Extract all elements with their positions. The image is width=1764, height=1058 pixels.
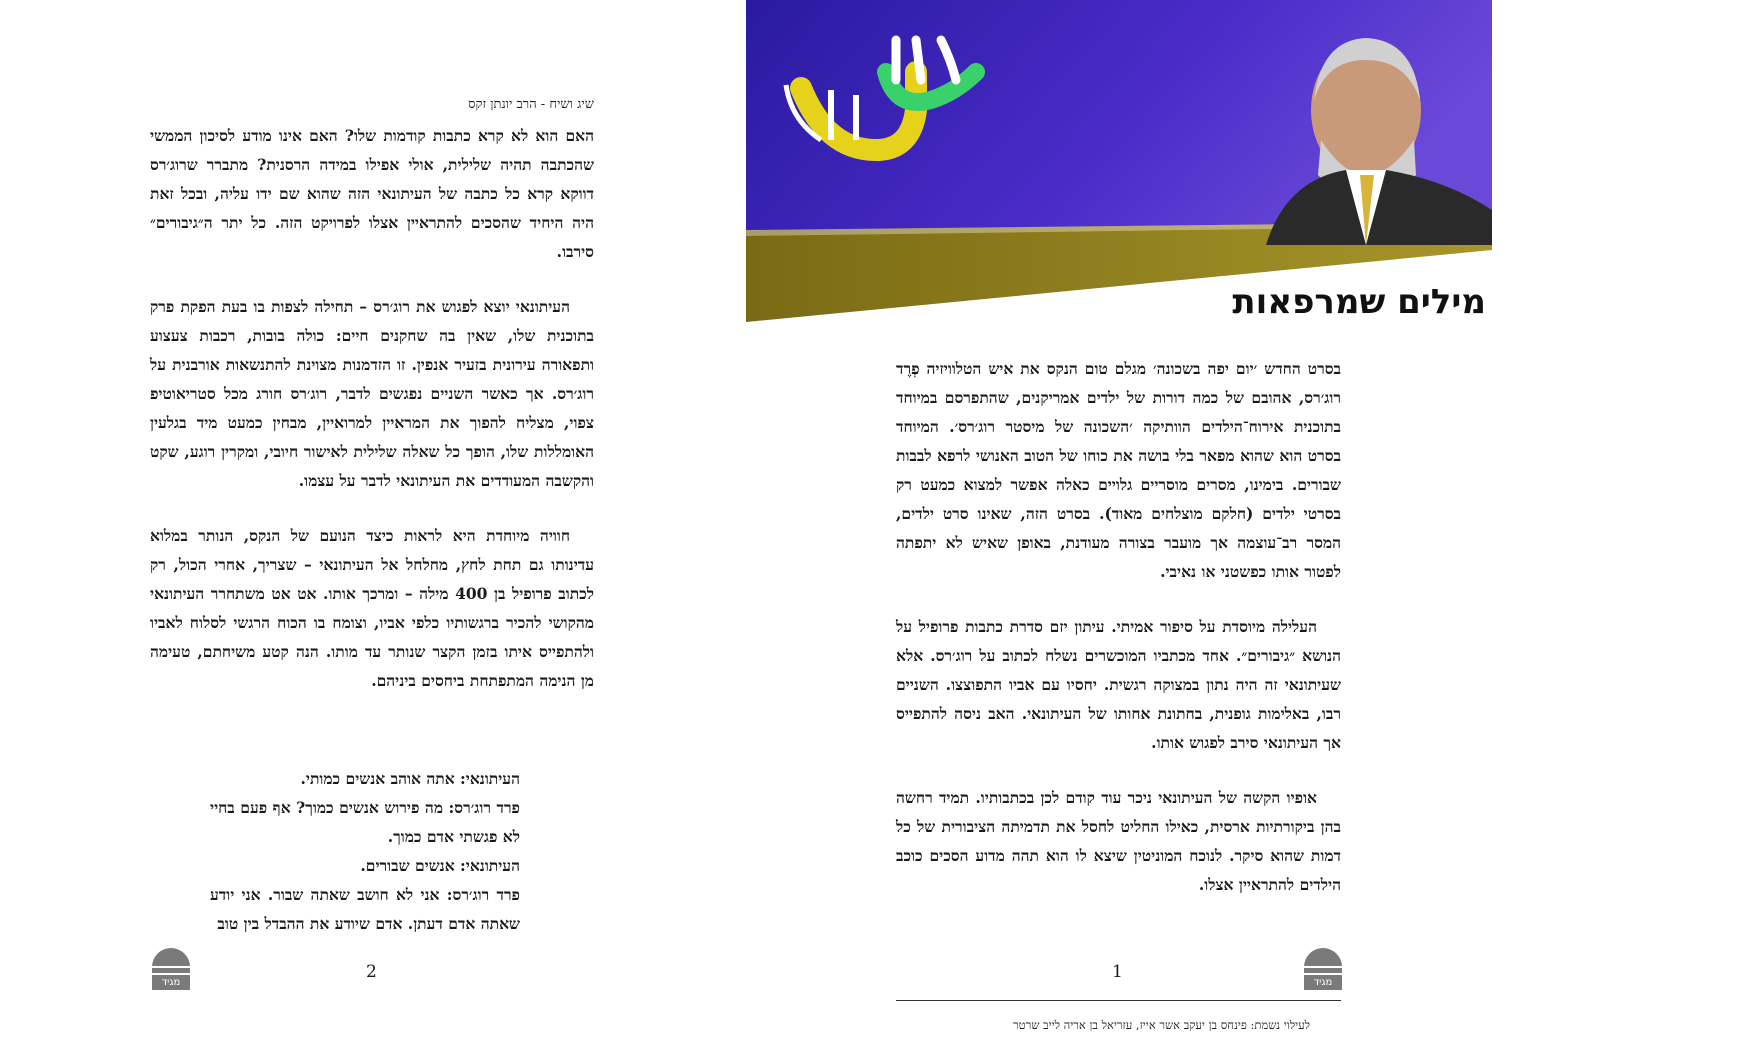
running-head: שיג ושיח - הרב יונתן זקס	[468, 97, 594, 112]
maggid-logo	[1304, 948, 1342, 990]
header-banner	[746, 0, 1492, 322]
dialogue-line-4: פרד רוג׳רס: אני לא חושב שאתה שבור. אני יודע שאתה אדם דעתן. אדם שיודע את ההבדל בין טוב	[210, 885, 520, 933]
left-paragraph-1: האם הוא לא קרא כתבות קודמות שלו? האם אינו מודע לסיכון הממשי שהכתבה תהיה שלילית, אולי אפילו במידה הרסנית? מתברר שרוג׳רס דווקא קרא כל כתבה של העיתונאי הזה שהוא שם ידו עליה, ובכל זאת היה היחיד שהסכים להתראיין אצלו לפרויקט הזה. כל יתר ה״גיבורים״ סירבו.	[150, 126, 594, 261]
page-title: מילים שמרפאות	[1232, 282, 1486, 322]
page-number: 2	[366, 962, 377, 982]
right-page	[746, 0, 1745, 1058]
footer-rule	[896, 1000, 1341, 1001]
page-number: 1	[1112, 962, 1123, 982]
dialogue-block	[210, 764, 520, 938]
parasha-label	[1624, 226, 1764, 274]
maggid-logo	[152, 948, 190, 990]
left-paragraph-3: חוויה מיוחדת היא לראות כיצד הנועם של הנקס, הנותר במלוא עדינותו גם תחת לחץ, מחלחל אל העיתונאי – שצריך, אחרי הכול, רק לכתוב פרופיל בן 400 מילה – ומרכך אותו. אט אט משתחרר העיתונאי מהקושי להכיר ברגשותיו כלפי אביו, וצומח בו הכוח הרגשי לסלוח לאביו ולהתפייס איתו בזמן הקצר שנותר עד מותו. הנה קטע משיחתם, טעימה מן הנימה המתפתחת ביחסים ביניהם.	[150, 526, 594, 690]
left-page	[0, 0, 746, 1058]
dialogue-line-1: העיתונאי: אתה אוהב אנשים כמותי.	[300, 769, 520, 788]
dialogue-line-2: פרד רוג׳רס: מה פירוש אנשים כמוך? אף פעם בחיי לא פגשתי אדם כמוך.	[210, 798, 520, 846]
maggid-logo-text: מגיד	[1304, 975, 1342, 990]
right-paragraph-1: בסרט החדש ׳יום יפה בשכונה׳ מגלם טום הנקס את איש הטלוויזיה פְרֶד רוג׳רס, אהובם של כמה דורות של ילדים אמריקנים, שהתפרסם במיוחד בתוכנית אירוח־הילדים הוותיקה ׳השכונה של מיסטר רוג׳רס׳. המיוחד בסרט הוא שהוא מפאר בלי בושה את כוחו של הטוב האנושי לרפא לבבות שבורים. בימינו, מסרים מוסריים גלויים כאלה אפשר למצוא כמעט רק בסרטי ילדים (חלקם מוצלחים מאוד). בסרט הזה, שאינו סרט ילדים, המסר רב־עוצמה אך מועבר בצורה מעודנת, באופן שאיש לא יתפתה לפטור אותו כפשטני או נאיבי.	[896, 359, 1341, 581]
left-paragraph-2: העיתונאי יוצא לפגוש את רוג׳רס – תחילה לצפות בו בעת הפקת פרק בתוכנית שלו, שאין בה שחקנים חיים: כולה בובות, רכבות צעצוע ותפאורה עירונית בזעיר אנפין. זו הזדמנות מצוינת להתנשאות אורבנית על רוג׳רס. אך כאשר השניים נפגשים לדבר, רוג׳רס חורג מכל סטריאוטיפ צפוי, מצליח להפוך את המראיין למרואיין, מבחין כמעט מיד בגלעין האומללות שלו, הופך כל שאלה שלילית לאישור חיובי, ומקרין רוגע, שקט והקשבה המעודדים את העיתונאי לדבר על עצמו.	[150, 297, 594, 490]
left-text-column	[150, 121, 594, 721]
right-text-column	[896, 354, 1341, 925]
dedication-footer: לעילוי נשמת: פינחס בן יעקב אשר אייז, עזריאל בן אריה לייב שרטר	[1013, 1018, 1310, 1032]
parasha-word: פרשת	[1624, 226, 1679, 250]
parasha-name: תזריע-מצורע	[1624, 250, 1745, 274]
dialogue-line-3: העיתונאי: אנשים שבורים.	[360, 856, 520, 875]
right-paragraph-2: העלילה מיוסדת על סיפור אמיתי. עיתון יזם סדרת כתבות פרופיל על הנושא ״גיבורים״. אחד מכתביו המוכשרים נשלח לכתוב על רוג׳רס. אלא שעיתונאי זה היה נתון במצוקה רגשית. יחסיו עם אביו התפוצצו. השניים רבו, באלימות גופנית, בחתונת אחותו של העיתונאי. האב ניסה להתפייס אך העיתונאי סירב לפגוש אותו.	[896, 617, 1341, 752]
right-paragraph-3: אופיו הקשה של העיתונאי ניכר עוד קודם לכן בכתבותיו. תמיד רחשה בהן ביקורתיות ארסית, כאילו החליט לחסל את תדמיתה הציבורית של כל דמות שהוא סיקר. לנוכח המוניטין שיצא לו הוא תהה מדוע הסכים כוכב הילדים להתראיין אצלו.	[896, 788, 1341, 894]
maggid-logo-text: מגיד	[152, 975, 190, 990]
